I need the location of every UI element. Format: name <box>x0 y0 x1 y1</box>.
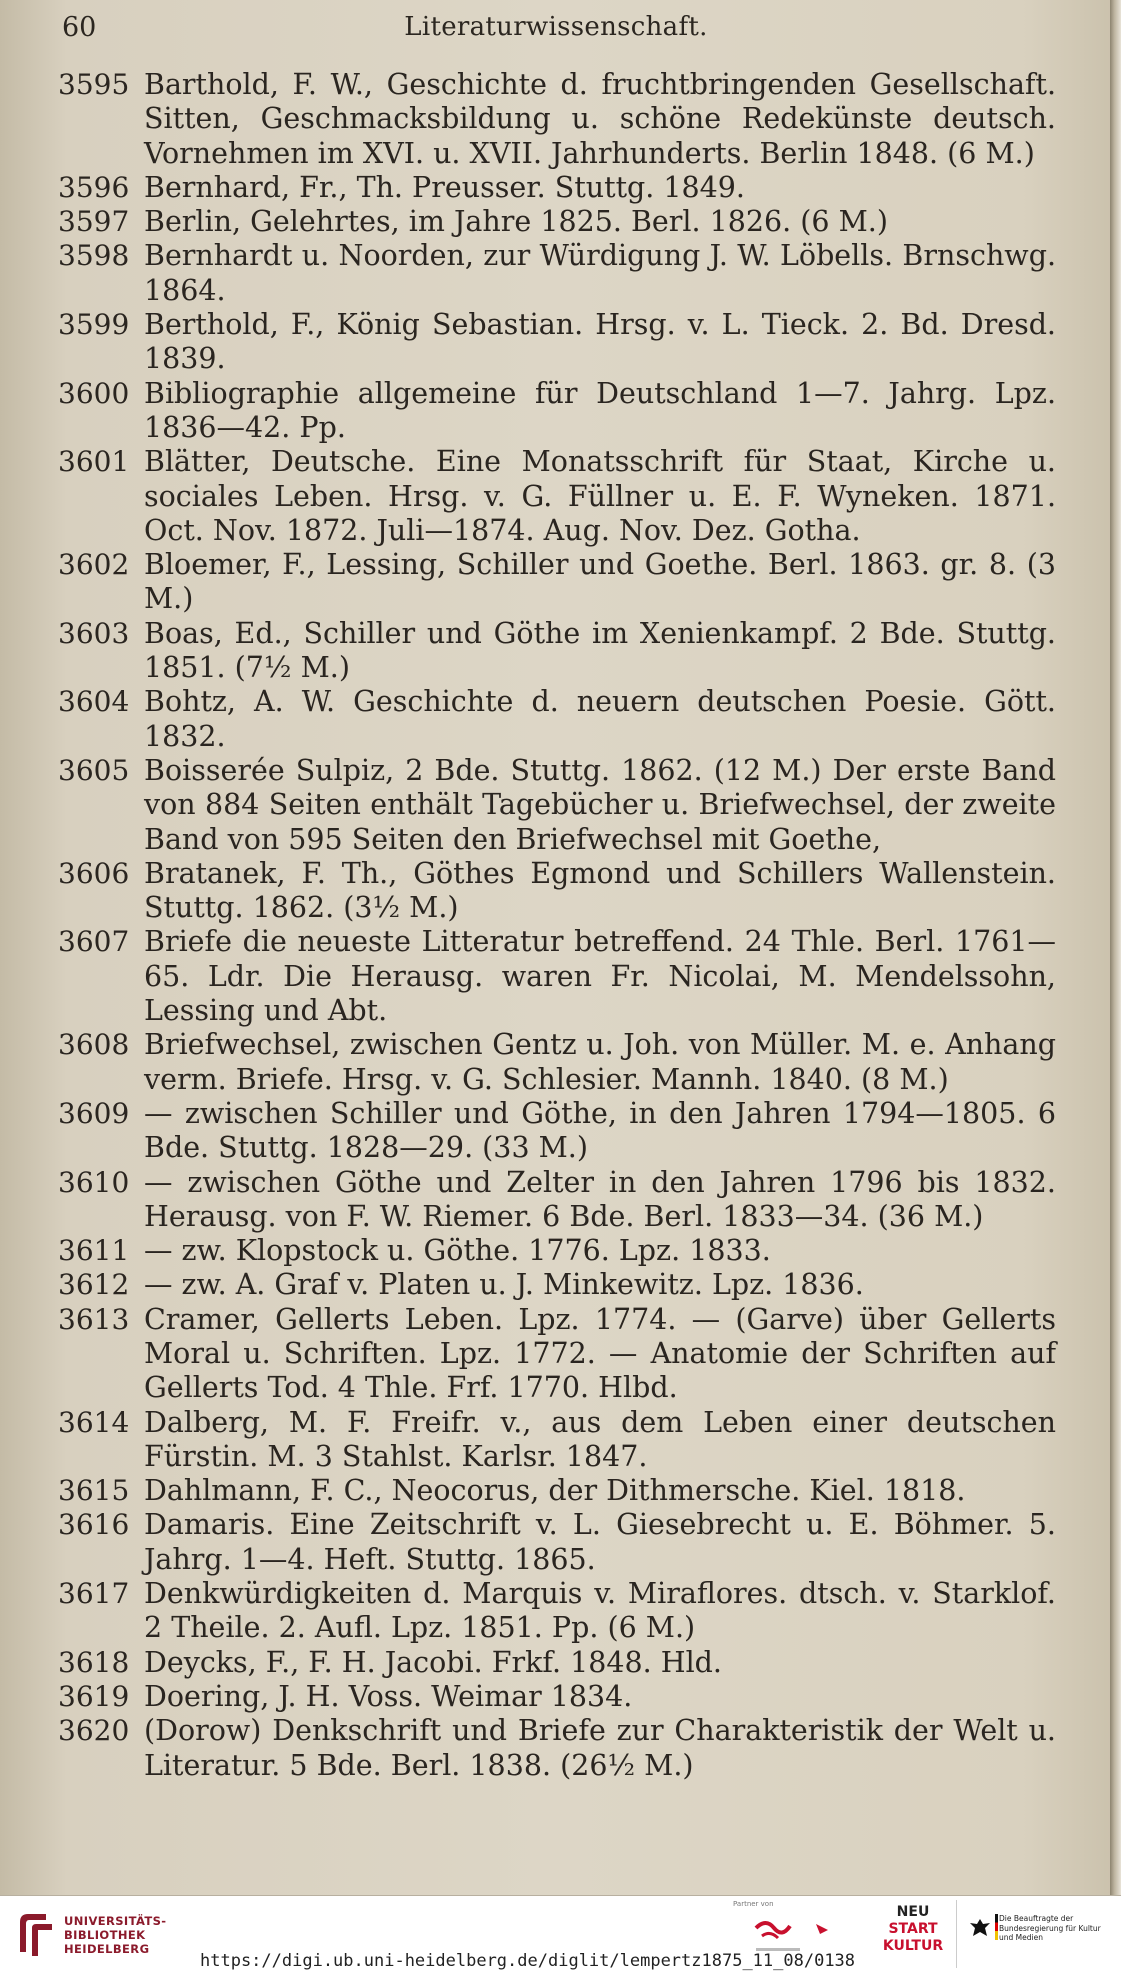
entry-text: Bernhardt u. Noorden, zur Würdigung J. W. Löbells. Brnschwg. 1864. <box>144 239 1056 307</box>
partner-logo-icon <box>752 1910 844 1958</box>
catalogue-entry <box>0 308 1112 377</box>
entry-number: 3616 <box>58 1508 130 1542</box>
entry-number: 3611 <box>58 1234 130 1268</box>
entry-number: 3608 <box>58 1028 130 1062</box>
entry-number: 3600 <box>58 376 130 410</box>
entry-text: Briefe die neueste Litteratur betreffend. 24 Thle. Berl. 1761—65. Ldr. Die Herausg. waren Fr. Nicolai, M. Mendelssohn, Lessing und Abt. <box>144 925 1056 1028</box>
entry-text: Doering, J. H. Voss. Weimar 1834. <box>144 1679 633 1713</box>
entry-number: 3599 <box>58 308 130 342</box>
catalogue-entry <box>0 857 1112 926</box>
federal-eagle-icon <box>967 1916 993 1942</box>
page-header <box>0 8 1112 48</box>
catalogue-entry <box>0 617 1112 686</box>
viewer-footer <box>0 1895 1121 1977</box>
entry-text: Deycks, F., F. H. Jacobi. Frkf. 1848. Hld. <box>144 1645 722 1679</box>
entry-number: 3614 <box>58 1405 130 1439</box>
catalogue-entry <box>0 68 1112 171</box>
entry-text: — zw. A. Graf v. Platen u. J. Minkewitz. Lpz. 1836. <box>144 1268 864 1302</box>
entry-text: Berlin, Gelehrtes, im Jahre 1825. Berl. 1826. (6 M.) <box>144 205 888 239</box>
entry-number: 3615 <box>58 1474 130 1508</box>
entry-text: Denkwürdigkeiten d. Marquis v. Miraflores. dtsch. v. Starklof. 2 Theile. 2. Aufl. Lpz. 1851. Pp. (6 M.) <box>144 1577 1056 1645</box>
catalogue-entry <box>0 1268 1112 1302</box>
entry-text: Damaris. Eine Zeitschrift v. L. Giesebrecht u. E. Böhmer. 5. Jahrg. 1—4. Heft. Stuttg. 1865. <box>144 1508 1056 1576</box>
catalogue-entries <box>0 68 1112 1783</box>
entry-text: Barthold, F. W., Geschichte d. fruchtbringenden Gesellschaft. Sitten, Geschmacksbildung u. schöne Redekünste deutsch. Vornehmen im XVI. u. XVII. Jahrhunderts. Berlin 1848. (6 M.) <box>144 68 1056 170</box>
entry-number: 3610 <box>58 1165 130 1199</box>
entry-text: Boas, Ed., Schiller und Göthe im Xenienkampf. 2 Bde. Stuttg. 1851. (7½ M.) <box>144 616 1056 685</box>
catalogue-entry <box>0 1303 1112 1406</box>
catalogue-entry <box>0 445 1112 548</box>
library-name-line: HEIDELBERG <box>64 1942 150 1956</box>
entry-number: 3602 <box>58 548 130 582</box>
bkm-text: Die Beauftragte der Bundesregierung für Kultur und Medien <box>999 1914 1101 1942</box>
entry-number: 3612 <box>58 1268 130 1302</box>
entry-number: 3606 <box>58 856 130 890</box>
catalogue-entry <box>0 1508 1112 1577</box>
bkm-logo <box>956 1900 1109 1968</box>
entry-text: (Dorow) Denkschrift und Briefe zur Charakteristik der Welt u. Literatur. 5 Bde. Berl. 1838. (26½ M.) <box>144 1714 1056 1782</box>
page-edge <box>1110 0 1121 1895</box>
catalogue-entry <box>0 1680 1112 1714</box>
catalogue-entry <box>0 1577 1112 1646</box>
entry-text: Bibliographie allgemeine für Deutschland 1—7. Jahrg. Lpz. 1836—42. Pp. <box>144 376 1056 444</box>
catalogue-entry <box>0 171 1112 205</box>
entry-text: — zwischen Göthe und Zelter in den Jahren 1796 bis 1832. Herausg. von F. W. Riemer. 6 Bde. Berl. 1833—34. (36 M.) <box>144 1165 1056 1233</box>
entry-text: Bernhard, Fr., Th. Preusser. Stuttg. 1849. <box>144 170 745 204</box>
page-number: 60 <box>62 12 97 43</box>
entry-text: Blätter, Deutsche. Eine Monatsschrift für Staat, Kirche u. sociales Leben. Hrsg. v. G. Füllner u. E. F. Wyneken. 1871. Oct. Nov. 1872. Juli—1874. Aug. Nov. Dez. Gotha. <box>144 445 1056 547</box>
entry-text: Boisserée Sulpiz, 2 Bde. Stuttg. 1862. (12 M.) Der erste Band von 884 Seiten enthält Tagebücher u. Briefwechsel, der zweite Band von 595 Seiten den Briefwechsel mit Goethe, <box>144 753 1056 856</box>
catalogue-entry <box>0 548 1112 617</box>
entry-number: 3598 <box>58 239 130 273</box>
entry-number: 3597 <box>58 205 130 239</box>
catalogue-entry <box>0 1474 1112 1508</box>
entry-number: 3604 <box>58 685 130 719</box>
entry-number: 3620 <box>58 1714 130 1748</box>
catalogue-entry <box>0 1097 1112 1166</box>
catalogue-entry <box>0 1406 1112 1475</box>
entry-text: Dalberg, M. F. Freifr. v., aus dem Leben einer deutschen Fürstin. M. 3 Stahlst. Karlsr. 1847. <box>144 1405 1056 1473</box>
catalogue-entry <box>0 754 1112 857</box>
entry-number: 3601 <box>58 445 130 479</box>
catalogue-entry <box>0 925 1112 1028</box>
catalogue-entry <box>0 1234 1112 1268</box>
library-name <box>64 1914 166 1956</box>
entry-text: Cramer, Gellerts Leben. Lpz. 1774. — (Garve) über Gellerts Moral u. Schriften. Lpz. 1772. — Anatomie der Schriften auf Gellerts Tod. 4 Thle. Frf. 1770. Hlbd. <box>144 1302 1056 1405</box>
entry-number: 3607 <box>58 925 130 959</box>
library-name-line: BIBLIOTHEK <box>64 1928 146 1942</box>
catalogue-entry <box>0 1028 1112 1097</box>
entry-number: 3613 <box>58 1302 130 1336</box>
university-library-logo-icon <box>12 1908 58 1962</box>
entry-number: 3617 <box>58 1577 130 1611</box>
german-flag-stripe <box>995 1914 998 1940</box>
entry-text: Bohtz, A. W. Geschichte d. neuern deutschen Poesie. Gött. 1832. <box>144 685 1056 753</box>
partner-label: Partner von <box>733 1900 774 1908</box>
entry-text: — zw. Klopstock u. Göthe. 1776. Lpz. 1833. <box>144 1234 771 1268</box>
entry-text: Briefwechsel, zwischen Gentz u. Joh. von Müller. M. e. Anhang verm. Briefe. Hrsg. v. G. Schlesier. Mannh. 1840. (8 M.) <box>144 1028 1056 1096</box>
neustart-kultur-logo <box>880 1904 946 1955</box>
entry-number: 3595 <box>58 68 130 101</box>
neustart-line: NEU <box>896 1904 930 1920</box>
catalogue-entry <box>0 1166 1112 1235</box>
entry-text: Berthold, F., König Sebastian. Hrsg. v. L. Tieck. 2. Bd. Dresd. 1839. <box>144 308 1056 376</box>
entry-number: 3619 <box>58 1679 130 1713</box>
catalogue-entry <box>0 205 1112 239</box>
entry-text: — zwischen Schiller und Göthe, in den Jahren 1794—1805. 6 Bde. Stuttg. 1828—29. (33 M.) <box>144 1096 1056 1165</box>
permalink-url[interactable]: https://digi.ub.uni-heidelberg.de/diglit/lempertz1875_11_08/0138 <box>200 1951 856 1971</box>
running-title: Literaturwissenschaft. <box>404 12 708 42</box>
catalogue-entry <box>0 1646 1112 1680</box>
catalogue-entry <box>0 239 1112 308</box>
entry-text: Dahlmann, F. C., Neocorus, der Dithmersche. Kiel. 1818. <box>144 1474 966 1508</box>
entry-number: 3609 <box>58 1096 130 1130</box>
entry-number: 3605 <box>58 753 130 787</box>
entry-text: Bloemer, F., Lessing, Schiller und Goethe. Berl. 1863. gr. 8. (3 M.) <box>144 548 1056 616</box>
catalogue-entry <box>0 377 1112 446</box>
neustart-line: START <box>888 1921 938 1937</box>
catalogue-entry <box>0 1714 1112 1783</box>
entry-number: 3618 <box>58 1645 130 1679</box>
catalogue-entry <box>0 685 1112 754</box>
entry-number: 3596 <box>58 170 130 204</box>
entry-text: Bratanek, F. Th., Göthes Egmond und Schillers Wallenstein. Stuttg. 1862. (3½ M.) <box>144 856 1056 925</box>
neustart-line: KULTUR <box>882 1938 944 1954</box>
entry-number: 3603 <box>58 616 130 650</box>
library-name-line: UNIVERSITÄTS- <box>64 1914 167 1928</box>
